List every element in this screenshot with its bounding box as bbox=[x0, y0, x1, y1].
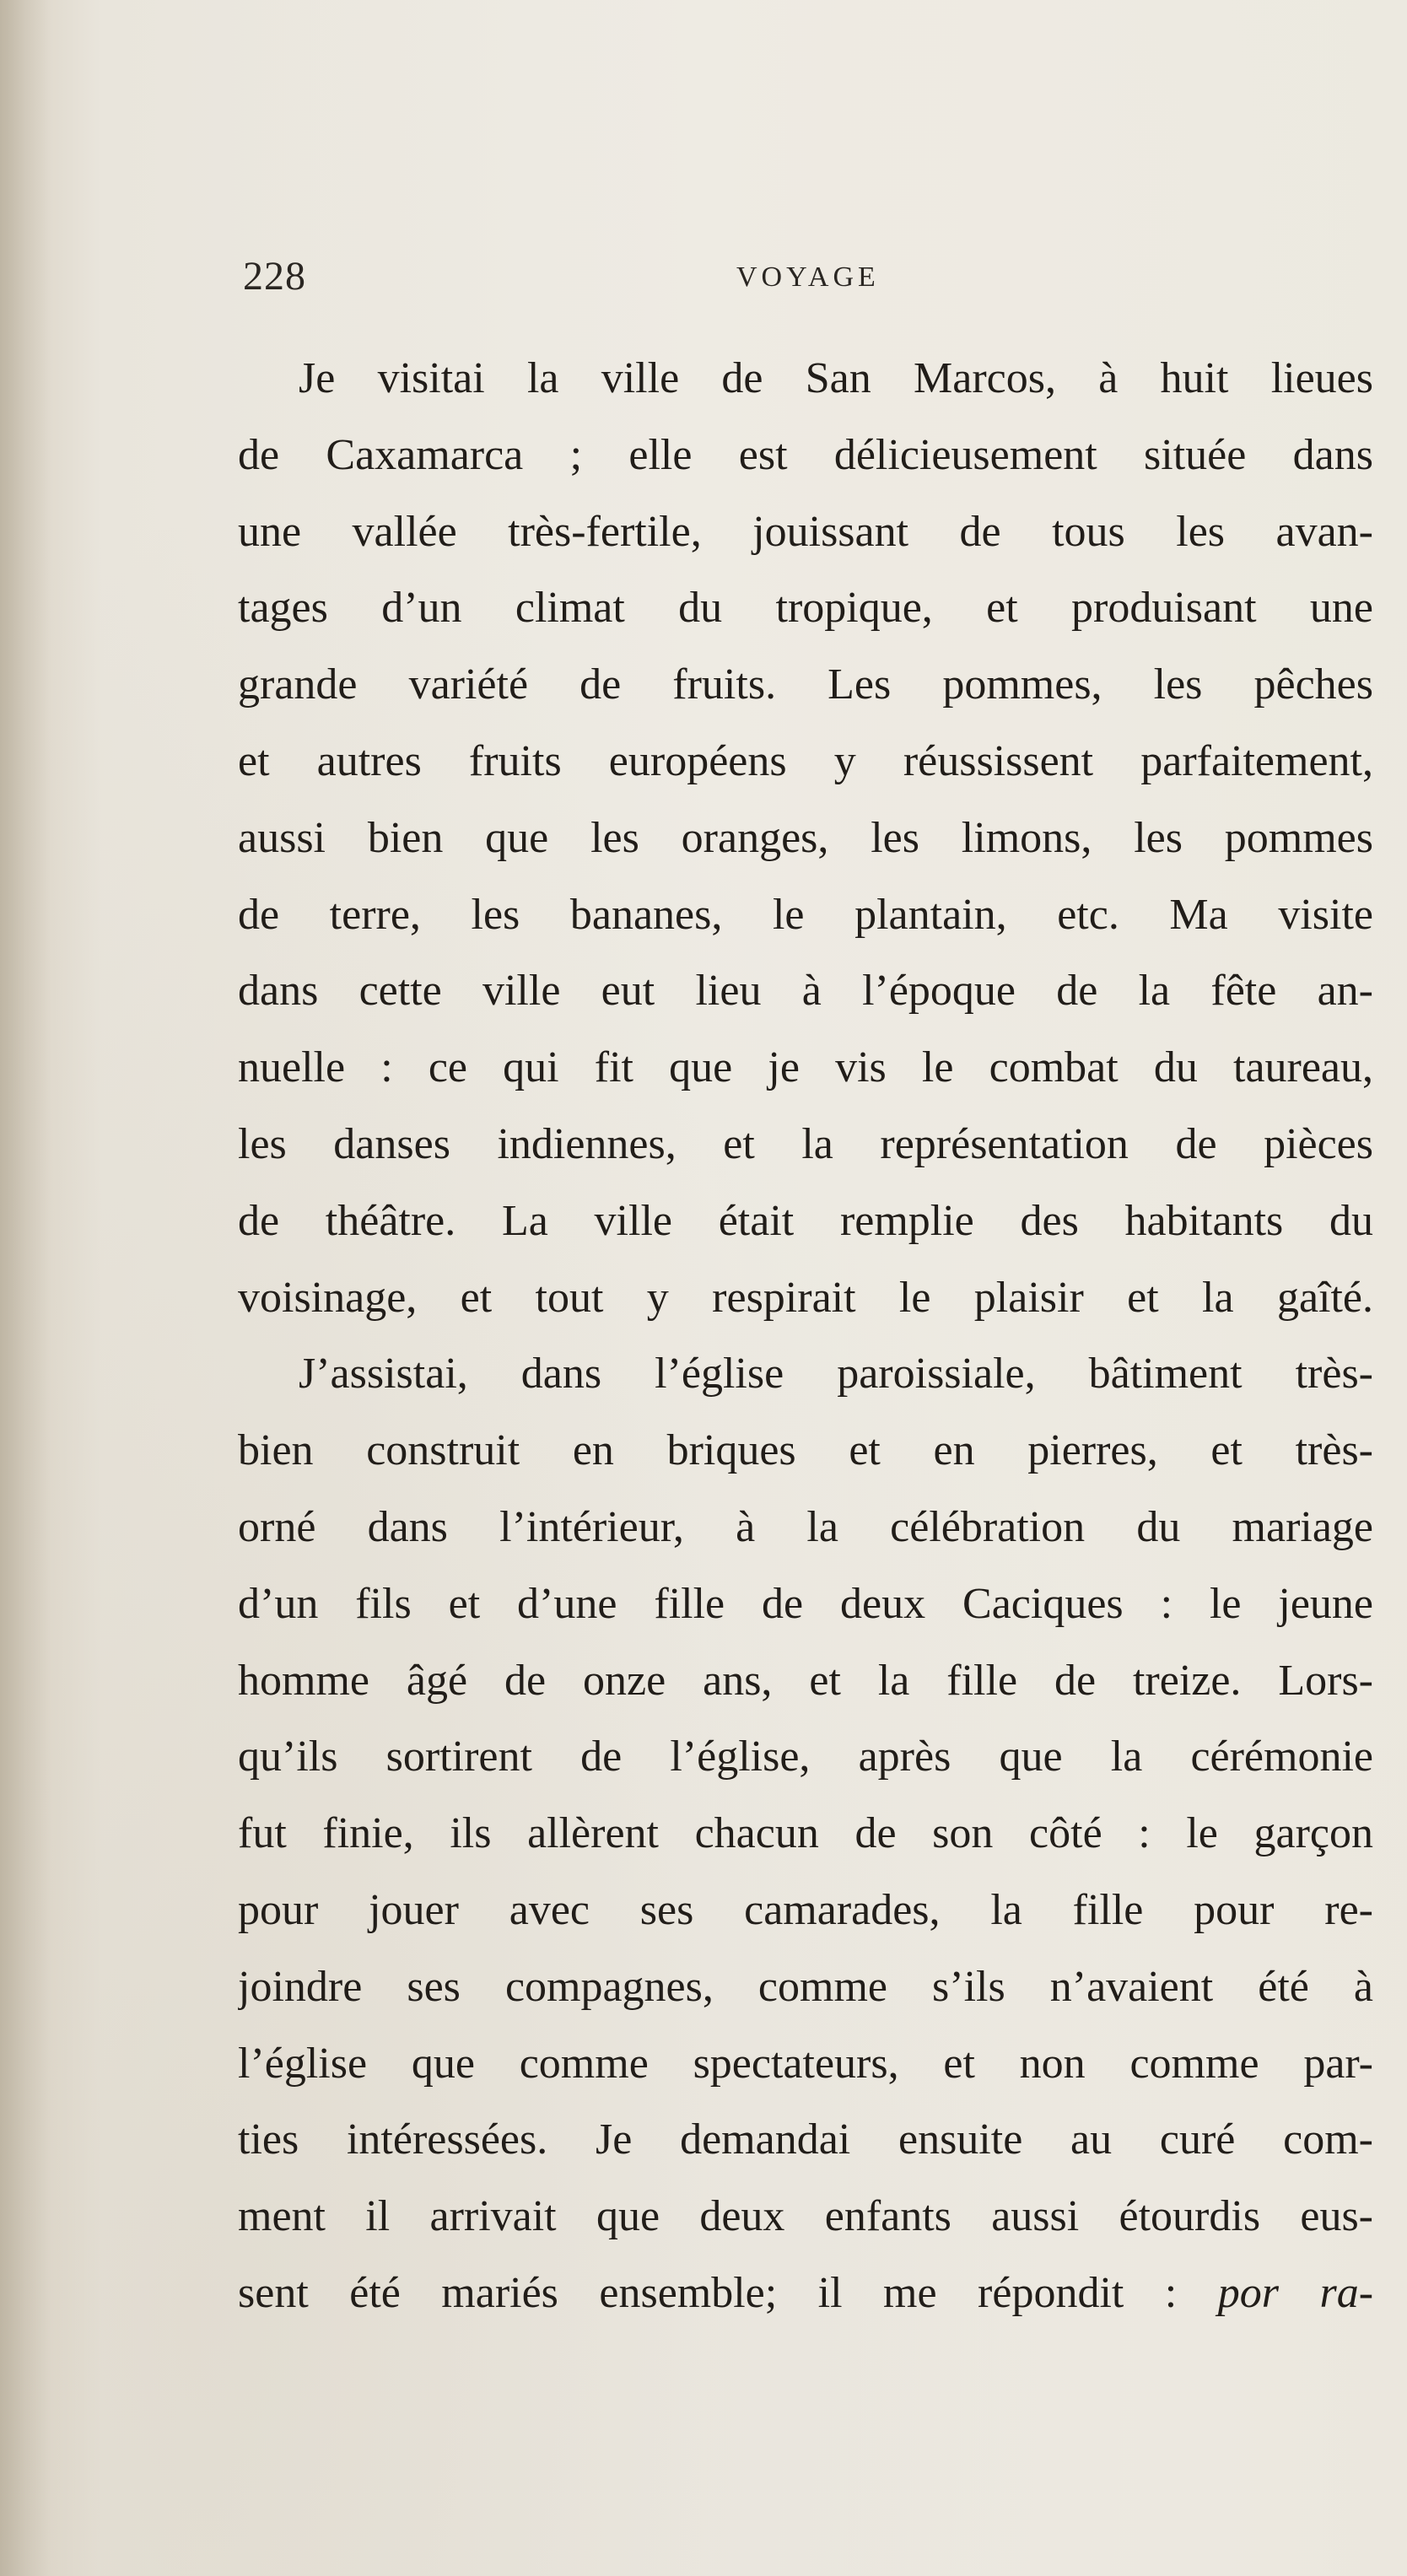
text-line: et autres fruits européens y réussissent parfaitement, bbox=[238, 736, 1373, 785]
text-line-final-italic: por ra- bbox=[1217, 2268, 1373, 2317]
text-line: bien construit en briques et en pierres, et très- bbox=[238, 1426, 1373, 1475]
text-line: qu’ils sortirent de l’église, après que la cérémonie bbox=[238, 1733, 1373, 1781]
text-line-final-roman: sent été mariés ensemble; il me répondit : bbox=[238, 2268, 1178, 2317]
text-line: ties intéressées. Je demandai ensuite au curé com- bbox=[238, 2115, 1373, 2164]
text-line: de Caxamarca ; elle est délicieusement située dans bbox=[238, 430, 1373, 479]
text-line: Je visitai la ville de San Marcos, à huit lieues bbox=[299, 354, 1373, 402]
text-line: homme âgé de onze ans, et la fille de treize. Lors- bbox=[238, 1656, 1373, 1705]
text-line: ment il arrivait que deux enfants aussi étourdis eus- bbox=[238, 2192, 1373, 2241]
text-line: fut finie, ils allèrent chacun de son côté : le garçon bbox=[238, 1809, 1373, 1858]
gutter-shadow bbox=[0, 0, 51, 2576]
text-line: joindre ses compagnes, comme s’ils n’avaient été à bbox=[238, 1962, 1373, 2011]
text-line: une vallée très-fertile, jouissant de tous les avan- bbox=[238, 507, 1373, 556]
running-head bbox=[243, 253, 1331, 321]
text-line: dans cette ville eut lieu à l’époque de la fête an- bbox=[238, 967, 1373, 1016]
text-line: aussi bien que les oranges, les limons, les pommes bbox=[238, 813, 1373, 862]
text-line: pour jouer avec ses camarades, la fille pour re- bbox=[238, 1885, 1373, 1934]
running-title: VOYAGE bbox=[736, 261, 880, 293]
text-line: J’assistai, dans l’église paroissiale, bâtiment très- bbox=[299, 1350, 1373, 1398]
text-line: d’un fils et d’une fille de deux Caciques : le jeune bbox=[238, 1579, 1373, 1628]
text-line-final bbox=[238, 2255, 1373, 2332]
body-text bbox=[238, 341, 1373, 2332]
text-line: de terre, les bananes, le plantain, etc. Ma visite bbox=[238, 890, 1373, 939]
text-line: nuelle : ce qui fit que je vis le combat du taureau, bbox=[238, 1043, 1373, 1092]
text-line: grande variété de fruits. Les pommes, les pêches bbox=[238, 660, 1373, 709]
text-line: tages d’un climat du tropique, et produisant une bbox=[238, 584, 1373, 633]
text-line: l’église que comme spectateurs, et non comme par- bbox=[238, 2039, 1373, 2088]
text-line: orné dans l’intérieur, à la célébration du mariage bbox=[238, 1502, 1373, 1551]
text-line: de théâtre. La ville était remplie des habitants du bbox=[238, 1196, 1373, 1245]
text-line: les danses indiennes, et la représentation de pièces bbox=[238, 1119, 1373, 1168]
text-line: voisinage, et tout y respirait le plaisir et la gaîté. bbox=[238, 1273, 1373, 1322]
page-number: 228 bbox=[243, 254, 306, 299]
